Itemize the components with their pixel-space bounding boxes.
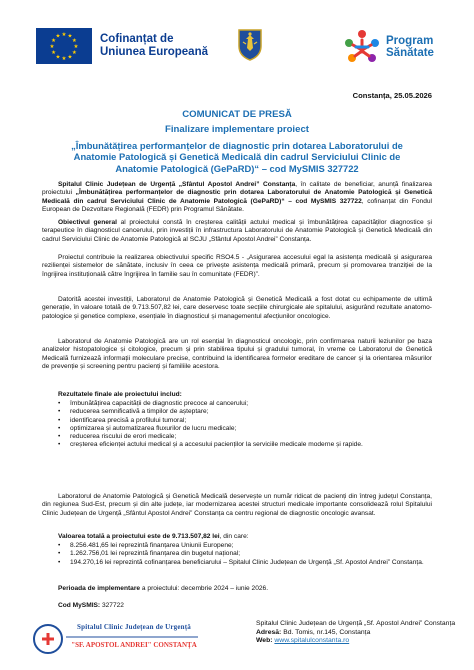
specific-objective-paragraph: Proiectul contribuie la realizarea obiectivului specific RSO4.5 - „Asigurarea accesului egal la asistența medicală și asigurarea rezilienței sistemelor de sănătate, inclusiv în ceea ce privește asistența medicală primară, precum și promovarea tranziției de la îngrijirea instituțională către îngrijirea în familie sau în comunitate (FEDR)”. xyxy=(42,254,432,278)
svg-text:★: ★ xyxy=(55,33,61,40)
period-text: a proiectului: decembrie 2024 – iunie 2026. xyxy=(140,585,269,592)
objective-text: al proiectului constă în creșterea calității actului medical și îmbunătățirea capacităților diagnostice și terapeutice în diagnosticul cancerului, prin investiții în infrastructura Laboratorului de Anatomie Patologică și Genetică Medicală din cadrul Serviciului Clinic de Anatomie Patologică al SCJU „Sfântul Apostol Andrei” Constanța. xyxy=(42,219,432,243)
eu-cofinanced-text xyxy=(100,33,208,59)
hospital-logo-line-2: "SF. APOSTOL ANDREI" CONSTANȚA xyxy=(71,641,197,649)
list-item: • îmbunătățirea capacității de diagnostic precoce al cancerului; xyxy=(58,400,428,408)
svg-text:★: ★ xyxy=(73,44,79,50)
program-sanatate-logo xyxy=(342,28,452,66)
objective-paragraph xyxy=(42,219,432,244)
comunicat-title: COMUNICAT DE PRESĂ xyxy=(182,109,292,120)
value-list xyxy=(58,542,428,567)
list-item: • 194.270,16 lei reprezintă cofinanțarea beneficiarului – Spitalul Clinic Județean de Urgență „Sf. Apostol Andrei” Constanța. xyxy=(58,559,428,567)
svg-text:★: ★ xyxy=(51,50,57,56)
footer-hospital-name: Spitalul Clinic Județean de Urgență „Sf. Apostol Andrei” Constanța xyxy=(256,620,456,627)
program-sanatate-label: Program Sănătate xyxy=(386,35,434,59)
eu-flag-icon xyxy=(36,28,92,64)
value-title-suffix: , din care: xyxy=(219,533,249,540)
list-item: • 1.262.756,01 lei reprezintă finanțarea din bugetul național; xyxy=(58,550,428,558)
lab-role-paragraph: Laboratorul de Anatomie Patologică are un rol esențial în diagnosticul oncologic, prin confirmarea naturii leziunilor pe baza analizelor histopatologice și citologice, precum și prin stabilirea tipului și gradului tumoral, în vreme ce Laboratorul de Genetică Medicală furnizează informații moleculare precise, contribuind la identificarea formelor ereditare de cancer și la orientarea măsurilor de prevenție și screening pentru pacienți și familiile acestora. xyxy=(42,338,432,371)
list-item: • optimizarea și automatizarea fluxurilor de lucru medicale; xyxy=(58,425,428,433)
objective-label: Obiectivul general xyxy=(58,219,117,226)
mysmis-code xyxy=(42,602,432,610)
government-coat-of-arms-icon xyxy=(237,28,263,62)
svg-text:★: ★ xyxy=(51,38,57,44)
eu-cofinanced-logo xyxy=(36,28,208,64)
eu-line-2: Uniunea Europeană xyxy=(100,46,208,58)
results-title xyxy=(42,391,432,399)
investment-paragraph: Datorită acestei investiții, Laboratorul de Anatomie Patologică și Genetică Medicală a fost dotat cu echipamente de ultimă generație, în valoare totală de 9.713.507,82 lei, care deservesc toate secțiile chirurgicale ale spitalului, asigurând rezultate anatomo-patologice și genetice complexe, esențiale în diagnosticul și managementul afecțiunilor oncologice. xyxy=(42,296,432,320)
svg-text:★: ★ xyxy=(55,54,61,61)
list-item: • reducerea semnificativă a timpilor de așteptare; xyxy=(58,408,428,416)
project-title: „Îmbunătățirea performanțelor de diagnostic prin dotarea Laboratorului de Anatomie Patologică și Genetică Medicală din cadrul Serviciului Clinic de Anatomie Patologică (GePaRD)“ – cod MySMIS 327722 xyxy=(71,140,403,174)
beneficiary-name: Spitalul Clinic Județean de Urgență „Sfântul Apostol Andrei” Constanța xyxy=(58,181,296,188)
svg-text:★: ★ xyxy=(61,32,67,38)
svg-text:★: ★ xyxy=(67,54,73,61)
list-item: • 8.256.481,65 lei reprezintă finanțarea Uniunii Europene; xyxy=(58,542,428,550)
footer-web xyxy=(256,637,456,646)
results-title-text: Rezultatele finale ale proiectului includ: xyxy=(58,391,182,398)
svg-text:★: ★ xyxy=(71,38,77,44)
address-value: Bd. Tomis, nr.145, Constanța xyxy=(281,628,371,636)
svg-text:★: ★ xyxy=(67,33,73,40)
hospital-logo xyxy=(30,617,200,657)
eu-line-1: Cofinanțat de xyxy=(100,33,174,45)
footer-address xyxy=(256,629,456,638)
list-item: • creșterea eficienței actului medical și a accesului pacienților la serviciile medicale moderne și rapide. xyxy=(58,441,428,449)
list-item: • identificarea precisă a profilului tumoral; xyxy=(58,417,428,425)
period-label: Perioada de implementare xyxy=(58,585,141,592)
mysmis-value: 327722 xyxy=(100,602,124,609)
value-title xyxy=(42,533,432,541)
intro-paragraph xyxy=(42,181,432,214)
intro-text-1: , în calitate de beneficiar, anunță finalizarea proiectului xyxy=(42,181,432,197)
address-label: Adresă: xyxy=(256,628,282,636)
svg-text:★: ★ xyxy=(61,56,67,62)
mysmis-label: Cod MySMIS: xyxy=(58,602,101,609)
footer-contact xyxy=(256,620,456,646)
results-list xyxy=(58,400,428,450)
header xyxy=(22,26,452,74)
project-name-bold: „Îmbunătățirea performanțelor de diagnostic prin dotarea Laboratorului de Anatomie Patologică și Genetică Medicală din cadrul Serviciului Clinic de Anatomie Patologică (GePaRD)“ – cod MySMIS 327722 xyxy=(42,189,433,205)
value-title-bold: Valoarea totală a proiectului este de 9.713.507,82 lei xyxy=(58,533,220,540)
website-link[interactable]: www.spitalulconstanta.ro xyxy=(274,637,350,645)
program-sanatate-logo-icon xyxy=(342,28,382,66)
svg-text:★: ★ xyxy=(71,50,77,56)
hospital-logo-line-1: Spitalul Clinic Județean de Urgență xyxy=(77,623,191,631)
list-item: • reducerea riscului de erori medicale; xyxy=(58,433,428,441)
press-release-date: Constanța, 25.05.2026 xyxy=(352,91,432,100)
intro-text-2: , cofinanțat din Fondul European de Dezvoltare Regională (FEDR) prin Programul Sănătate. xyxy=(42,197,432,214)
regional-center-paragraph: Laboratorul de Anatomie Patologică și Genetică Medicală deservește un număr ridicat de pacienți din întreg județul Constanța, din regiunea Sud-Est, precum și din alte județe, iar modernizarea acestei structuri medicale importante consolidează rolul Spitalului Clinic Județean de Urgență „Sfântul Apostol Andrei” Constanța ca centru regional de diagnostic oncologic avansat. xyxy=(42,493,432,517)
web-label: Web: xyxy=(256,637,273,645)
svg-text:★: ★ xyxy=(49,44,55,50)
implementation-period xyxy=(42,585,432,593)
finalizare-subtitle: Finalizare implementare proiect xyxy=(165,124,309,135)
